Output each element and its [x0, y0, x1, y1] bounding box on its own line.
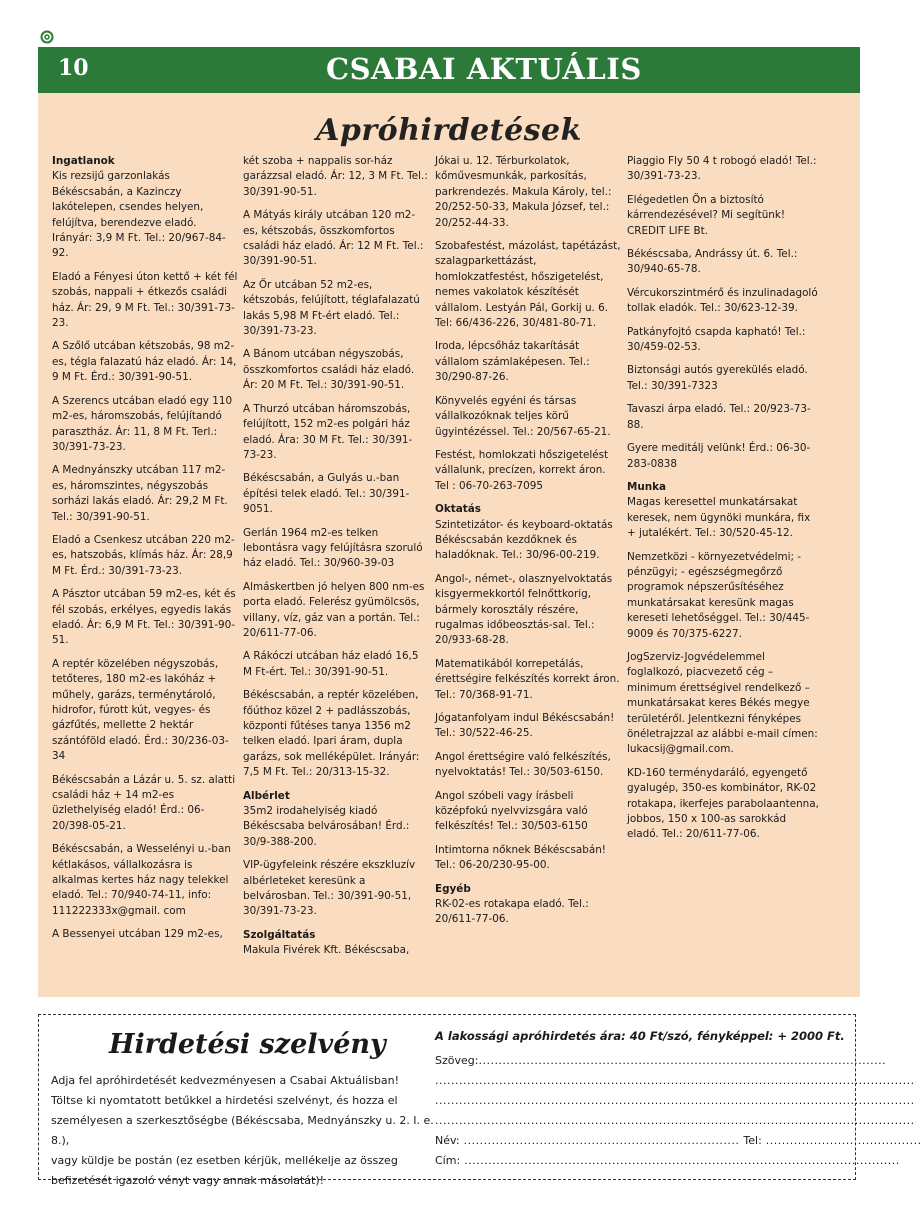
name-phone-field[interactable]: Név: ..................................................................... Tel: ....................................... — [435, 1134, 922, 1147]
classified-ad: Tavaszi árpa eladó. Tel.: 20/923-73-88. — [627, 403, 811, 431]
name-label: Név: — [435, 1134, 460, 1147]
classified-ad: A Szőlő utcában kétszobás, 98 m2-es, tégla falazatú ház eladó. Ár: 14, 9 M Ft. Érd.: 30/391-90-51. — [52, 340, 237, 384]
classified-ad: Elégedetlen Ön a biztosító kárrendezésével? Mi segítünk! CREDIT LIFE Bt. — [627, 193, 786, 237]
classified-ad: Angol érettségire való felkészítés, nyelvoktatás! Tel.: 30/503-6150. — [435, 750, 611, 779]
classifieds-panel — [38, 93, 860, 997]
classified-ad: Patkányfojtó csapda kapható! Tel.: 30/459-02-53. — [627, 325, 806, 354]
column-4 — [627, 154, 819, 851]
classified-ad: Angol szóbeli vagy írásbeli középfokú nyelvvizsgára való felkészítés! Tel.: 30/503-6150 — [435, 789, 588, 833]
classified-ad: Vércukorszintmérő és inzulinadagoló tollak eladók. Tel.: 30/623-12-39. — [627, 286, 818, 315]
classified-ad: 35m2 irodahelyiség kiadó Békéscsaba belvárosában! Érd.: 30/9-388-200. — [243, 805, 410, 848]
classified-ad: Gyere meditálj velünk! Érd.: 06-30-283-0838 — [627, 442, 811, 470]
classified-ad: A Bánom utcában négyszobás, összkomfortos családi ház eladó. Ár: 20 M Ft. Tel.: 30/391-90-51. — [243, 348, 415, 392]
classified-ad: A Bessenyei utcában 129 m2-es, — [52, 928, 223, 941]
classified-ad: Az Őr utcában 52 m2-es, kétszobás, felújított, téglafalazatú lakás 5,98 M Ft-ért eladó. Tel.: 30/391-73-23. — [243, 278, 420, 338]
classified-ad: A Pásztor utcában 59 m2-es, két és fél szobás, erkélyes, egyedis lakás eladó. Ár: 6,9 M Ft. Tel.: 30/391-90-51. — [52, 588, 236, 647]
coupon-text-line: vagy küldje be postán (ez esetben kérjük, mellékelje az összeg — [51, 1154, 398, 1167]
classified-ad: Angol-, német-, olasznyelvoktatás kisgyermekkortól felnőttkorig, bármely korosztály részére, rugalmas időbeosztás-sal. Tel.: 20/933-68-28. — [435, 572, 613, 647]
column-3 — [435, 154, 621, 936]
classified-ad: Biztonsági autós gyerekülés eladó. Tel.: 30/391-7323 — [627, 364, 808, 392]
classified-ad: Festést, homlokzati hőszigetelést vállalunk, precízen, korrekt áron. Tel : 06-70-263-7095 — [435, 448, 609, 492]
classified-ad: Eladó a Csenkesz utcában 220 m2-es, hatszobás, klímás ház. Ár: 28,9 M Ft. Érd.: 30/391-73-23. — [52, 533, 235, 577]
coupon-text-line: személyesen a szerkesztőségbe (Békéscsaba, Mednyánszky u. 2. I. e. 8.), — [51, 1114, 434, 1147]
classified-ad: Szobafestést, mázolást, tapétázást, szalagparkettázást, homlokzatfestést, hőszigetelést, nemes vakolatok készítését vállalom. Lestyán Pál, Gorkij u. 6. Tel: 66/436-226, 30/481-80-71. — [435, 240, 621, 330]
classified-ad: A Mátyás király utcában 120 m2-es, kétszobás, összkomfortos családi ház eladó. Ár: 12 M Ft. Tel.: 30/391-90-51. — [243, 209, 424, 268]
classified-ad: Eladó a Fényesi úton kettő + két fél szobás, nappali + étkezős családi ház. Ár: 29, 9 M Ft. Tel.: 30/391-73-23. — [52, 270, 238, 330]
coupon-instructions — [51, 1071, 441, 1191]
classified-ad: Gerlán 1964 m2-es telken lebontásra vagy felújításra szoruló ház eladó. Tel.: 30/960-39-03 — [243, 526, 423, 570]
category-heading: Ingatlanok — [52, 155, 115, 167]
ad-coupon — [38, 1014, 922, 1187]
text-label: Szöveg: — [435, 1054, 479, 1067]
section-title: Apróhirdetések — [316, 113, 582, 148]
category-heading: Oktatás — [435, 503, 481, 516]
classified-ad: Matematikából korrepetálás, érettségire felkészítés korrekt áron. Tel.: 70/368-91-71. — [435, 657, 620, 701]
column-2 — [243, 154, 429, 967]
page-header — [38, 47, 860, 93]
coupon-title: Hirdetési szelvény — [109, 1029, 386, 1060]
category-heading: Egyéb — [435, 882, 471, 895]
classified-ad: Intimtorna nőknek Békéscsabán! Tel.: 06-20/230-95-00. — [435, 843, 606, 872]
classified-ad: JogSzerviz-Jogvédelemmel foglalkozó, piacvezető cég – minimum érettségivel rendelkező – munkatársakat keres Békés megye területéről. Jelentkezni fényképes önéletrajzzal az alábbi e-mail címen: lukacsij@gmail.com. — [627, 650, 818, 756]
text-field-line-3[interactable]: ........................................................................................................................ — [435, 1094, 915, 1107]
classified-ad: Békéscsabán a Lázár u. 5. sz. alatti családi ház + 14 m2-es üzlethelyiség eladó! Érd.: 06-20/398-05-21. — [52, 773, 236, 832]
page-number: 10 — [58, 55, 89, 81]
text-field[interactable]: Szöveg:...................................................................................................... — [435, 1054, 887, 1067]
swirl-icon — [40, 30, 54, 44]
classified-ad: A reptér közelében négyszobás, tetőteres, 180 m2-es lakóház + műhely, garázs, terménytároló, hidrofor, fúrott kút, vegyes- és gázfűtés, mellette 2 hektár szántóföld eladó. Érd.: 30/236-03-34 — [52, 657, 229, 763]
classified-ad: Jógatanfolyam indul Békéscsabán! Tel.: 30/522-46-25. — [435, 712, 615, 740]
classified-ad: Békéscsabán, a reptér közelében, főúthoz közel 2 + padlásszobás, központi fűtéses tanya 1356 m2 telken eladó. Ipari áram, dupla garázs, sok melléképület. Irányár: 7,5 M Ft. Tel.: 20/313-15-32. — [243, 689, 420, 779]
classified-ad: Nemzetközi - környezetvédelmi; - pénzügyi; - egészségmegőrző programok népszerűsítéséhez munkatársakat keresünk magas kereseti lehetőséggel. Tel.: 30/445-9009 és 70/375-6227. — [627, 550, 810, 640]
coupon-text-line: Töltse ki nyomtatott betűkkel a hirdetési szelvényt, és hozza el — [51, 1094, 398, 1107]
phone-label: Tel: — [743, 1134, 762, 1147]
classified-ad: A Thurzó utcában háromszobás, felújított, 152 m2-es polgári ház eladó. Ára: 30 M Ft. Tel.: 30/391-73-23. — [243, 402, 413, 461]
classified-ad: Jókai u. 12. Térburkolatok, kőművesmunkák, parkosítás, parkrendezés. Makula Károly, tel.: 20/252-50-33, Makula József, tel.: 20/252-44-33. — [435, 155, 612, 229]
category-heading: Szolgáltatás — [243, 928, 316, 941]
classified-ad: Makula Fivérek Kft. Békéscsaba, — [243, 944, 410, 957]
classified-ad: VIP-ügyfeleink részére ekszkluzív albérleteket keresünk a belvárosban. Tel.: 30/391-90-51, 30/391-73-23. — [243, 859, 416, 918]
classified-ad: Könyvelés egyéni és társas vállalkozóknak teljes körű ügyintézéssel. Tel.: 20/567-65-21. — [435, 394, 611, 438]
column-1 — [52, 154, 238, 951]
classified-ad: Almáskertben jó helyen 800 nm-es porta eladó. Felerész gyümölcsös, villany, víz, gáz van a portán. Tel.: 20/611-77-06. — [243, 580, 425, 639]
classified-ad: két szoba + nappalis sor-ház garázzsal eladó. Ár: 12, 3 M Ft. Tel.: 30/391-90-51. — [243, 155, 428, 198]
classified-ad: Békéscsabán, a Gulyás u.-ban építési telek eladó. Tel.: 30/391-9051. — [243, 472, 410, 516]
classified-ad: Békéscsabán, a Wesselényi u.-ban kétlakásos, vállalkozásra is alkalmas kertes ház nagy telekkel eladó. Tel.: 70/940-74-11, info: 111222333x@gmail. com — [52, 843, 231, 917]
text-field-line-4[interactable]: ........................................................................................................................ — [435, 1114, 915, 1127]
classified-ad: A Rákóczi utcában ház eladó 16,5 M Ft-ért. Tel.: 30/391-90-51. — [243, 650, 419, 678]
brand-title: CSABAI AKTUÁLIS — [326, 52, 642, 86]
classified-ad: Szintetizátor- és keyboard-oktatás Békéscsabán kezdőknek és haladóknak. Tel.: 30/96-00-219. — [435, 518, 613, 562]
classified-ad: A Mednyánszky utcában 117 m2-es, háromszintes, négyszobás sorházi lakás eladó. Ár: 29,2 M Ft. Tel.: 30/391-90-51. — [52, 464, 228, 523]
classified-ad: Magas keresettel munkatársakat keresek, nem ügynöki munkára, fix + jutalékért. Tel.: 30/520-45-12. — [627, 496, 811, 540]
price-line: A lakossági apróhirdetés ára: 40 Ft/szó, fényképpel: + 2000 Ft. — [435, 1029, 845, 1043]
category-heading: Albérlet — [243, 789, 290, 802]
coupon-text-line: Adja fel apróhirdetését kedvezményesen a Csabai Aktuálisban! — [51, 1074, 400, 1087]
classified-ad: Békéscsaba, Andrássy út. 6. Tel.: 30/940-65-78. — [627, 248, 798, 276]
classified-ad: Kis rezsijű garzonlakás Békéscsabán, a Kazinczy lakótelepen, csendes helyen, felújítva, berendezve eladó. Irányár: 3,9 M Ft. Tel.: 20/967-84-92. — [52, 170, 226, 260]
classified-ad: Iroda, lépcsőház takarítását vállalom számlaképesen. Tel.: 30/290-87-26. — [435, 340, 590, 384]
text-field-line-2[interactable]: ........................................................................................................................ — [435, 1074, 915, 1087]
classified-ad: A Szerencs utcában eladó egy 110 m2-es, háromszobás, felújítandó parasztház. Ár: 11, 8 M Ft. Terl.: 30/391-73-23. — [52, 394, 233, 453]
classified-ad: Piaggio Fly 50 4 t robogó eladó! Tel.: 30/391-73-23. — [627, 155, 817, 183]
coupon-text-line: befizetését igazoló vényt vagy annak másolatát)! — [51, 1174, 325, 1187]
address-field[interactable]: Cím: ............................................................................................................. — [435, 1154, 900, 1167]
classified-ad: RK-02-es rotakapa eladó. Tel.: 20/611-77-06. — [435, 898, 589, 926]
category-heading: Munka — [627, 480, 667, 493]
address-label: Cím: — [435, 1154, 461, 1167]
classified-ad: KD-160 terménydaráló, egyengető gyalugép, 350-es kombinátor, RK-02 rotakapa, ikerfejes parabolaantenna, jobbos, 150 x 100-as sarokkád eladó. Tel.: 20/611-77-06. — [627, 766, 819, 841]
